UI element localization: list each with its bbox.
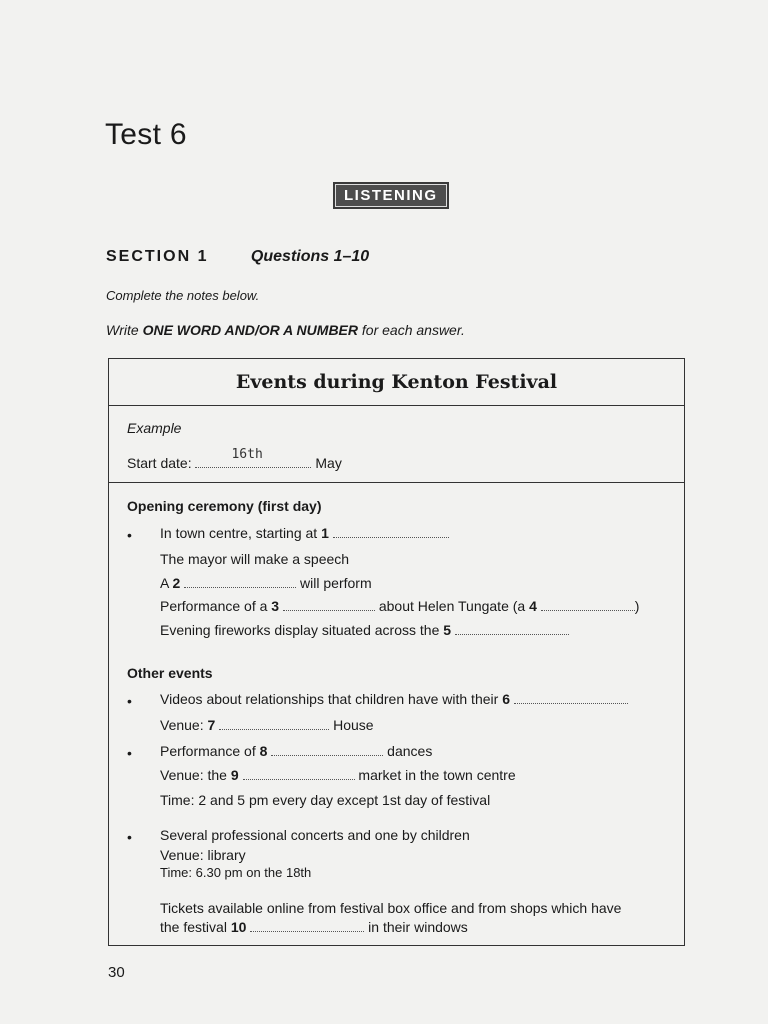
opening-line1 (160, 525, 449, 541)
q5-number: 5 (443, 622, 452, 638)
q4-number: 4 (529, 598, 537, 614)
tickets-line1: Tickets available online from festival box office and from shops which have (160, 900, 622, 916)
q8-number: 8 (259, 743, 268, 759)
q7-number: 7 (207, 717, 216, 733)
q7-blank[interactable] (219, 717, 329, 730)
bullet-videos: • (127, 693, 132, 709)
q8-blank[interactable] (271, 743, 383, 756)
q9-blank[interactable] (243, 767, 355, 780)
q1-blank[interactable] (333, 525, 449, 538)
venue7-pre: Venue: (160, 717, 208, 733)
q5-blank[interactable] (455, 622, 569, 635)
section-header (106, 248, 369, 266)
example-start-date (127, 447, 342, 471)
q6-number: 6 (502, 691, 510, 707)
videos-pre: Videos about relationships that children have with their (160, 691, 503, 707)
other-heading: Other events (127, 665, 213, 681)
example-prefix: Start date: (127, 455, 196, 471)
example-area (109, 406, 684, 483)
q3-number: 3 (271, 598, 280, 614)
venue7-line (160, 717, 374, 733)
concerts-venue: Venue: library (160, 847, 246, 863)
opening-line3 (160, 575, 372, 591)
q10-number: 10 (230, 919, 247, 935)
notes-box (108, 358, 685, 946)
q1-number: 1 (321, 525, 329, 541)
opening-line3-pre: A (160, 575, 173, 591)
bullet-concerts: • (127, 829, 132, 845)
perf8-post: dances (383, 743, 433, 759)
page-number: 30 (108, 964, 125, 981)
q3-blank[interactable] (283, 598, 375, 611)
q2-blank[interactable] (184, 575, 296, 588)
example-label: Example (127, 420, 182, 436)
concerts-line: Several professional concerts and one by children (160, 827, 470, 843)
example-suffix: May (311, 455, 342, 471)
q9-number: 9 (230, 767, 239, 783)
concerts-time: Time: 6.30 pm on the 18th (160, 865, 312, 880)
opening-heading: Opening ceremony (first day) (127, 498, 322, 514)
banner-label: LISTENING (335, 184, 447, 207)
instruction-write (106, 322, 465, 338)
opening-line4-pre: Performance of a (160, 598, 272, 614)
q6-blank[interactable] (514, 691, 628, 704)
opening-line5-pre: Evening fireworks display situated across the (160, 622, 444, 638)
page-title: Test 6 (105, 118, 187, 151)
questions-label: Questions 1–10 (250, 248, 370, 265)
opening-line4-mid: about Helen Tungate (a (374, 598, 530, 614)
listening-banner (333, 182, 449, 209)
instruction-write-bold: ONE WORD AND/OR A NUMBER (142, 322, 358, 338)
tickets-line2-pre: the festival (160, 919, 231, 935)
q4-blank[interactable] (541, 598, 635, 611)
venue9-pre: Venue: the (160, 767, 231, 783)
section-label: SECTION 1 (106, 248, 209, 265)
perf8-line (160, 743, 432, 759)
tickets-line2 (160, 919, 468, 935)
opening-line2: The mayor will make a speech (160, 551, 350, 567)
bullet-opening: • (127, 527, 132, 543)
instruction-write-pre: Write (106, 322, 143, 338)
example-answer-blank (195, 447, 311, 468)
q2-number: 2 (172, 575, 181, 591)
tickets-line2-post: in their windows (364, 919, 468, 935)
opening-line4 (160, 598, 639, 614)
opening-line1-text: In town centre, starting at (160, 525, 322, 541)
bullet-performance: • (127, 745, 132, 761)
opening-line3-post: will perform (296, 575, 372, 591)
venue9-post: market in the town centre (354, 767, 516, 783)
perf8-pre: Performance of (160, 743, 260, 759)
instruction-complete: Complete the notes below. (106, 288, 260, 303)
instruction-write-post: for each answer. (358, 322, 465, 338)
venue7-post: House (329, 717, 374, 733)
videos-line (160, 691, 628, 707)
notes-title: Events during Kenton Festival (109, 359, 684, 406)
opening-line4-post: ) (634, 598, 640, 614)
q10-blank[interactable] (250, 919, 364, 932)
example-answer: 16th (231, 447, 263, 462)
venue9-line (160, 767, 516, 783)
time-line: Time: 2 and 5 pm every day except 1st day of festival (160, 792, 491, 808)
opening-line5 (160, 622, 569, 638)
